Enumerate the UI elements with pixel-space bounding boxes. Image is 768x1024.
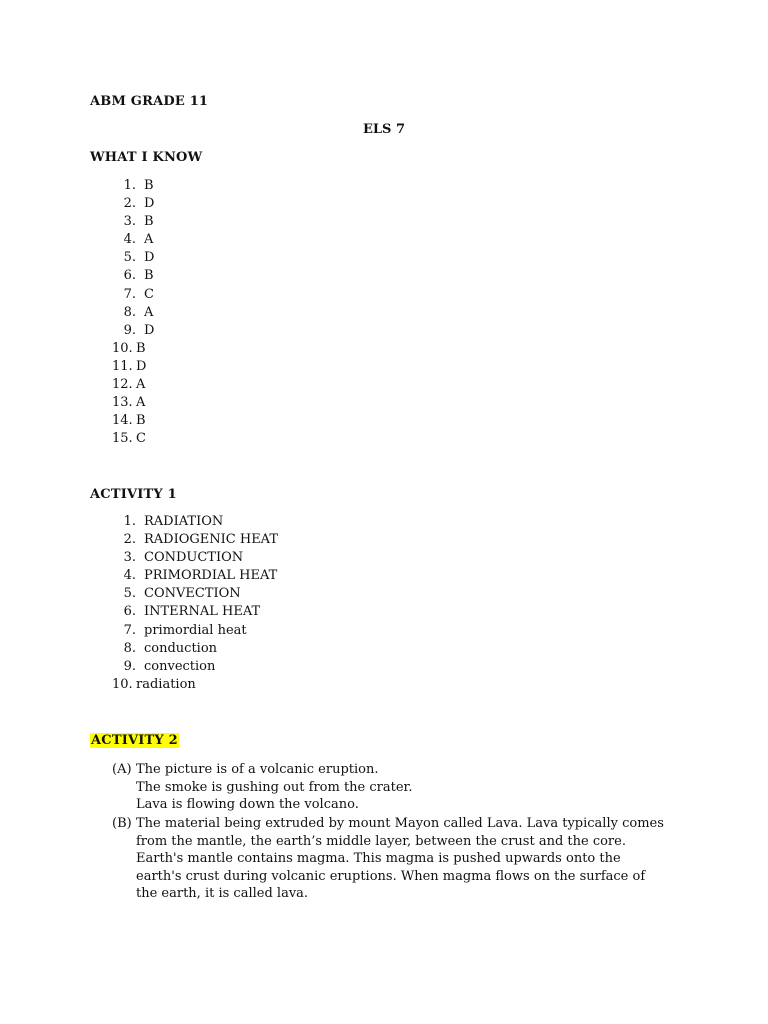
- what-i-know-item-answer: B: [144, 214, 154, 230]
- activity2-heading: [90, 733, 179, 748]
- what-i-know-item-number: 14.: [112, 413, 133, 429]
- activity1-item-answer: CONDUCTION: [144, 550, 244, 566]
- activity2-part-a: [112, 761, 692, 814]
- activity1-item: [90, 531, 278, 549]
- what-i-know-item-number: 5.: [123, 250, 136, 266]
- what-i-know-item: [90, 376, 154, 394]
- activity1-item-answer: RADIOGENIC HEAT: [144, 532, 279, 548]
- activity1-item-answer: convection: [144, 658, 216, 674]
- activity1-item-number: 4.: [123, 568, 136, 584]
- activity1-item: [90, 640, 278, 658]
- activity1-item-number: 9.: [123, 658, 136, 674]
- what-i-know-item-number: 7.: [123, 286, 136, 302]
- what-i-know-item-answer: A: [144, 304, 154, 320]
- activity1-item-answer: CONVECTION: [144, 586, 241, 602]
- what-i-know-item: [90, 195, 154, 213]
- what-i-know-heading: WHAT I KNOW: [90, 150, 203, 165]
- activity2-highlight: ACTIVITY 2: [91, 733, 178, 748]
- part-b-line: earth's crust during volcanic eruptions. When magma flows on the surface of: [136, 868, 646, 884]
- what-i-know-item: [90, 213, 154, 231]
- what-i-know-item: [90, 322, 154, 340]
- activity1-item-number: 10.: [112, 676, 133, 692]
- part-b-label: (B): [112, 816, 132, 831]
- what-i-know-item: [90, 412, 154, 430]
- what-i-know-item: [90, 358, 154, 376]
- what-i-know-item-answer: D: [144, 196, 155, 212]
- what-i-know-item-answer: B: [136, 413, 146, 429]
- what-i-know-item-number: 12.: [112, 377, 133, 393]
- activity1-item-answer: RADIATION: [144, 514, 224, 529]
- part-a-line: The picture is of a volcanic eruption.: [136, 762, 379, 777]
- activity1-item: [90, 549, 278, 567]
- what-i-know-item: [90, 286, 154, 304]
- activity1-item-number: 1.: [123, 514, 136, 529]
- what-i-know-item-answer: A: [144, 232, 154, 248]
- what-i-know-item-number: 1.: [123, 178, 136, 193]
- what-i-know-item-number: 11.: [112, 358, 133, 374]
- activity1-item: [90, 622, 278, 640]
- activity1-item-number: 6.: [123, 604, 136, 620]
- activity2-part-b: [112, 815, 692, 903]
- what-i-know-item-number: 4.: [123, 232, 136, 248]
- what-i-know-item-answer: C: [136, 431, 146, 447]
- what-i-know-item: [90, 177, 154, 195]
- what-i-know-item: [90, 249, 154, 267]
- part-b-line: from the mantle, the earth’s middle layer, between the crust and the core.: [136, 833, 626, 849]
- activity1-item-number: 3.: [123, 550, 136, 566]
- what-i-know-item-answer: D: [144, 250, 155, 266]
- activity1-item-answer: INTERNAL HEAT: [144, 604, 261, 620]
- what-i-know-item-number: 10.: [112, 340, 133, 356]
- part-a-label: (A): [112, 762, 132, 777]
- what-i-know-item-answer: B: [144, 268, 154, 284]
- activity1-item: [90, 567, 278, 585]
- what-i-know-item-number: 3.: [123, 214, 136, 230]
- activity1-item: [90, 676, 278, 694]
- what-i-know-item-number: 8.: [123, 304, 136, 320]
- part-a-line: Lava is flowing down the volcano.: [136, 797, 359, 812]
- subject-heading: ELS 7: [362, 122, 405, 137]
- activity1-item: [90, 585, 278, 603]
- what-i-know-item-answer: D: [136, 358, 147, 374]
- what-i-know-item-answer: C: [144, 286, 154, 302]
- what-i-know-item-number: 2.: [123, 196, 136, 212]
- activity1-list: [90, 513, 278, 694]
- what-i-know-item: [90, 394, 154, 412]
- part-b-line: the earth, it is called lava.: [136, 886, 309, 901]
- activity1-item-number: 8.: [123, 640, 136, 656]
- activity1-item-answer: radiation: [136, 676, 196, 692]
- what-i-know-item-number: 15.: [112, 431, 133, 447]
- activity1-item-number: 2.: [123, 532, 136, 548]
- part-b-line: Earth's mantle contains magma. This magma is pushed upwards onto the: [136, 851, 621, 866]
- activity1-item-answer: conduction: [144, 640, 218, 656]
- activity1-item-answer: primordial heat: [144, 622, 247, 638]
- what-i-know-item: [90, 231, 154, 249]
- activity1-item: [90, 603, 278, 621]
- what-i-know-list: [90, 177, 154, 448]
- part-a-line: The smoke is gushing out from the crater.: [136, 779, 413, 795]
- part-b-line: The material being extruded by mount Mayon called Lava. Lava typically comes: [136, 816, 664, 831]
- what-i-know-item-number: 9.: [123, 322, 136, 338]
- what-i-know-item-answer: B: [144, 178, 154, 193]
- activity1-item-number: 5.: [123, 586, 136, 602]
- activity1-item: [90, 658, 278, 676]
- class-heading: ABM GRADE 11: [90, 94, 209, 109]
- what-i-know-item-number: 6.: [123, 268, 136, 284]
- what-i-know-item: [90, 430, 154, 448]
- what-i-know-item: [90, 340, 154, 358]
- what-i-know-item-answer: D: [144, 322, 155, 338]
- activity1-heading: ACTIVITY 1: [90, 487, 177, 502]
- what-i-know-item: [90, 267, 154, 285]
- activity1-item-answer: PRIMORDIAL HEAT: [144, 568, 278, 584]
- what-i-know-item: [90, 304, 154, 322]
- what-i-know-item-answer: A: [136, 395, 146, 411]
- what-i-know-item-answer: A: [136, 377, 146, 393]
- what-i-know-item-number: 13.: [112, 395, 133, 411]
- what-i-know-item-answer: B: [136, 340, 146, 356]
- activity1-item-number: 7.: [123, 622, 136, 638]
- activity1-item: [90, 513, 278, 531]
